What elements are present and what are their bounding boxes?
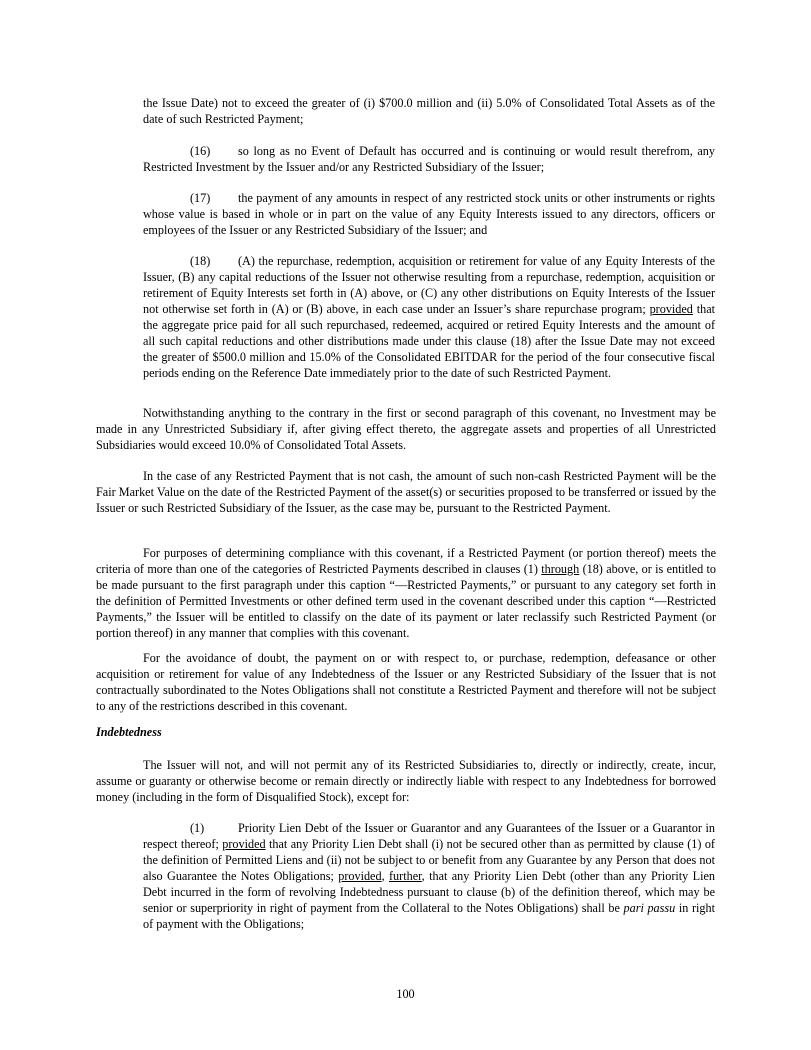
page-number: 100: [396, 987, 415, 1001]
clause-text: that any Priority Lien Debt shall (i) not be secured other than as permitted by clause (1) of the definition of Permitted Liens and (ii) not be subject to or benefit from any Guarantee by any Person that does not also Guarantee the Notes Obligations;: [143, 837, 715, 883]
paragraph-text: (18) above, or is entitled to be made pursuant to the first paragraph under this caption “—Restricted Payments,” or pursuant to any category set forth in the definition of Permitted Investments or other defined term used in the covenant described under this caption “—Restricted Payments,” the Issuer will be entitled to classify on the date of its payment or later reclassify such Restricted Payment (or portion thereof) in any manner that complies with this covenant.: [96, 562, 717, 640]
clause-text: , that any Priority Lien Debt (other than any Priority Lien Debt incurred in the form of revolving Indebtedness pursuant to clause (b) of the definition thereof, which may be senior or superpriority in right of payment from the Collateral to the Notes Obligations) shall be: [143, 869, 715, 915]
provided-term: provided: [649, 302, 693, 316]
pari-passu-term: pari passu: [623, 901, 676, 915]
paragraph-text: The Issuer will not, and will not permit any of its Restricted Subsidiaries to, directly or indirectly, create, incur, assume or guaranty or otherwise become or remain directly or indirectly liable with respect to any Indebtedness for borrowed money (including in the form of Disqualified Stock), except for:: [96, 758, 716, 804]
paragraph-purposes: [96, 545, 716, 641]
clause-text: so long as no Event of Default has occurred and is continuing or would result therefrom, any Restricted Investment by the Issuer and/or any Restricted Subsidiary of the Issuer;: [143, 144, 715, 174]
provided-term: provided: [222, 837, 266, 851]
paragraph-text: For the avoidance of doubt, the payment on or with respect to, or purchase, redemption, defeasance or other acquisition or retirement for value of any Indebtedness of the Issuer or any Restricted Subsidiary of the Issuer that is not contractually subordinated to the Notes Obligations shall not constitute a Restricted Payment and therefore will not be subject to any of the restrictions described in this covenant.: [96, 651, 716, 713]
further-term: further: [389, 869, 422, 883]
clause-text: (A) the repurchase, redemption, acquisition or retirement for value of any Equity Interests of the Issuer, (B) any capital reductions of the Issuer not otherwise resulting from a repurchase, redemption, acquisition or retirement of Equity Interests set forth in (A) above, or (C) any other distributions on Equity Interests of the Issuer not otherwise set forth in (A) or (B) above, in each case under an Issuer’s share repurchase program;: [143, 254, 715, 316]
paragraph-noncash: [96, 468, 716, 516]
clause-number: (16): [190, 144, 211, 158]
paragraph-issuer-will-not: [96, 757, 716, 805]
clause-18: [143, 253, 715, 381]
paragraph-notwithstanding: [96, 405, 716, 453]
clause-16: [143, 143, 715, 175]
paragraph-top: [143, 95, 715, 127]
provided-term: provided: [338, 869, 382, 883]
paragraph-top-text: the Issue Date) not to exceed the greater of (i) $700.0 million and (ii) 5.0% of Consolidated Total Assets as of the date of such Restricted Payment;: [143, 96, 715, 126]
indebtedness-clause-1: [143, 820, 715, 932]
paragraph-text: For purposes of determining compliance with this covenant, if a Restricted Payment (or portion thereof) meets the criteria of more than one of the categories of Restricted Payments described in clauses (1): [96, 546, 716, 576]
paragraph-text: Notwithstanding anything to the contrary in the first or second paragraph of this covenant, no Investment may be made in any Unrestricted Subsidiary if, after giving effect thereto, the aggregate assets and properties of all Unrestricted Subsidiaries would exceed 10.0% of Consolidated Total Assets.: [96, 406, 716, 452]
clause-text: in right of payment with the Obligations;: [143, 901, 716, 931]
paragraph-avoidance: [96, 650, 716, 714]
clause-number: (18): [190, 254, 211, 268]
through-term: through: [541, 562, 580, 576]
clause-text: that the aggregate price paid for all such repurchased, redeemed, acquired or retired Equity Interests and the amount of all such capital reductions and other distributions made under this clause (18) after the Issue Date may not exceed the greater of $500.0 million and 15.0% of the Consolidated EBITDAR for the period of the four consecutive fiscal periods ending on the Reference Date immediately prior to the date of such Restricted Payment.: [143, 302, 715, 380]
paragraph-text: In the case of any Restricted Payment that is not cash, the amount of such non-cash Restricted Payment will be the Fair Market Value on the date of the Restricted Payment of the asset(s) or securities proposed to be transferred or issued by the Issuer or such Restricted Subsidiary of the Issuer, as the case may be, pursuant to the Restricted Payment.: [96, 469, 716, 515]
clause-17: [143, 190, 715, 238]
clause-number: (17): [190, 191, 211, 205]
clause-number: (1): [190, 821, 205, 835]
clause-text: Priority Lien Debt of the Issuer or Guarantor and any Guarantees of the Issuer or a Guarantor in respect thereof;: [143, 821, 715, 851]
clause-text: the payment of any amounts in respect of any restricted stock units or other instruments or rights whose value is based in whole or in part on the value of any Equity Interests issued to any directors, officers or employees of the Issuer or any Restricted Subsidiary of the Issuer; and: [143, 191, 715, 237]
section-heading-indebtedness: Indebtedness: [96, 725, 162, 739]
comma: ,: [381, 869, 385, 883]
